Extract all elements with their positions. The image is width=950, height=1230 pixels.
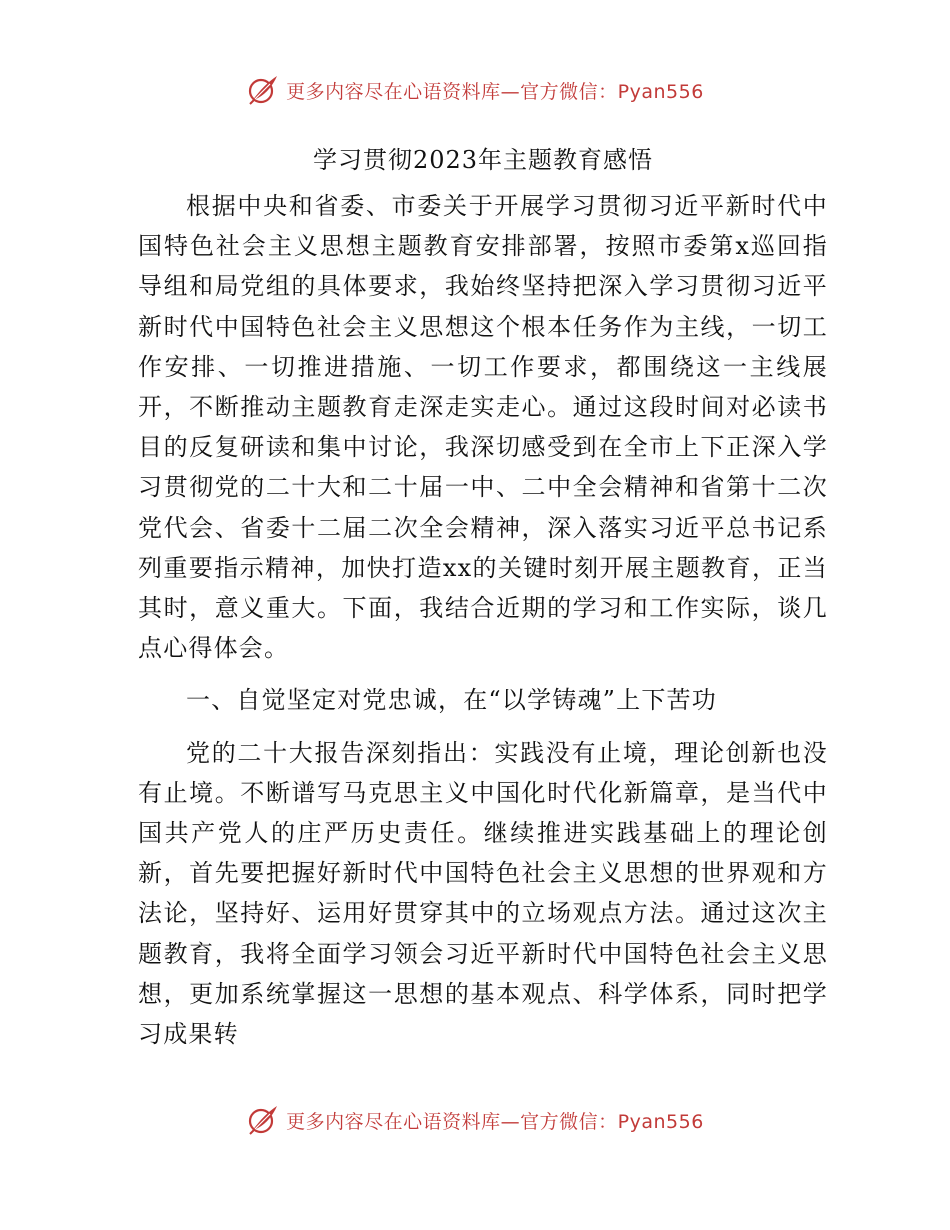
document-body (138, 140, 828, 1066)
paragraph-intro: 根据中央和省委、市委关于开展学习贯彻习近平新时代中国特色社会主义思想主题教育安排部署，按照市委第x巡回指导组和局党组的具体要求，我始终坚持把深入学习贯彻习近平新时代中国特色社会主义思想这个根本任务作为主线，一切工作安排、一切推进措施、一切工作要求，都围绕这一主线展开，不断推动主题教育走深走实走心。通过这段时间对必读书目的反复研读和集中讨论，我深切感受到在全市上下正深入学习贯彻党的二十大和二十届一中、二中全会精神和省第十二次党代会、省委十二届二次全会精神，深入落实习近平总书记系列重要指示精神，加快打造xx的关键时刻开展主题教育，正当其时，意义重大。下面，我结合近期的学习和工作实际，谈几点心得体会。 (138, 192, 828, 663)
banner-text: 更多内容尽在心语资料库—官方微信：Pyan556 (286, 80, 704, 103)
document-title: 学习贯彻2023年主题教育感悟 (312, 146, 654, 174)
banner-text: 更多内容尽在心语资料库—官方微信：Pyan556 (286, 1110, 704, 1133)
feather-quill-icon (246, 1103, 280, 1137)
paragraph-section-1: 党的二十大报告深刻指出：实践没有止境，理论创新也没有止境。不断谱写马克思主义中国化时代化新篇章，是当代中国共产党人的庄严历史责任。继续推进实践基础上的理论创新，首先要把握好新时代中国特色社会主义思想的世界观和方法论，坚持好、运用好贯穿其中的立场观点方法。通过这次主题教育，我将全面学习领会习近平新时代中国特色社会主义思想，更加系统掌握这一思想的基本观点、科学体系，同时把学习成果转 (138, 738, 828, 1049)
feather-quill-icon (246, 73, 280, 107)
header-watermark-banner (0, 70, 950, 110)
footer-watermark-banner (0, 1100, 950, 1140)
section-heading-1: 一、自觉坚定对党忠诚，在“以学铸魂”上下苦功 (186, 686, 717, 715)
